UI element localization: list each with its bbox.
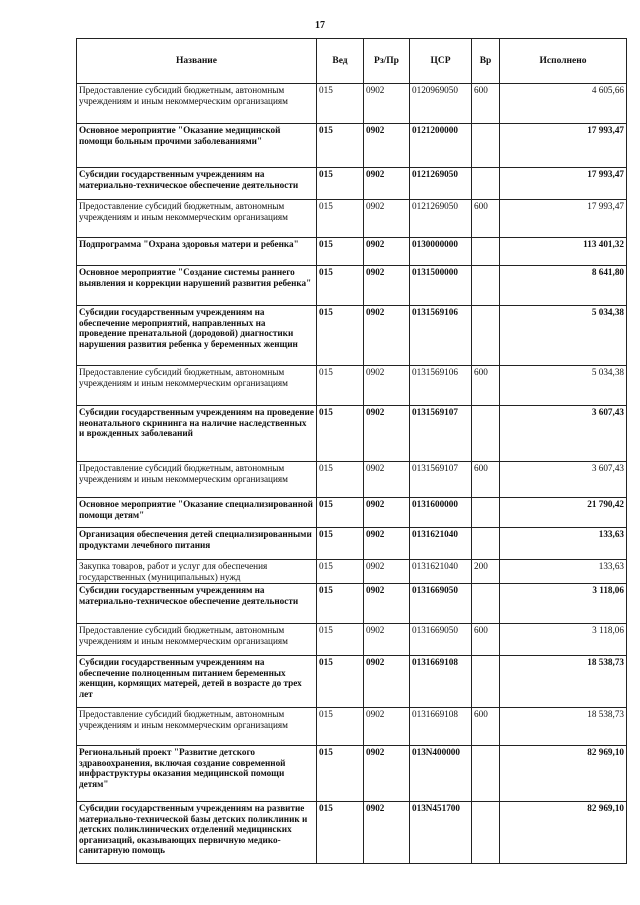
- row-name-cell: Предоставление субсидий бюджетным, автономным учреждениям и иным некоммерческим организациям: [77, 462, 317, 498]
- row-rzpr-cell: 0902: [364, 528, 410, 560]
- column-header-vr: Вр: [472, 39, 500, 84]
- table-row: [77, 498, 627, 528]
- row-vr-cell: [472, 498, 500, 528]
- row-vr-cell: [472, 746, 500, 802]
- row-amount-cell: 17 993,47: [500, 168, 627, 200]
- row-vr-cell: 200: [472, 560, 500, 584]
- row-ved-cell: 015: [317, 746, 364, 802]
- row-csr-cell: 0131621040: [410, 528, 472, 560]
- row-csr-cell: 0120969050: [410, 84, 472, 124]
- row-name-cell: Субсидии государственным учреждениям на материально-техническое обеспечение деятельности: [77, 584, 317, 624]
- row-csr-cell: 0131569107: [410, 406, 472, 462]
- row-csr-cell: 0131500000: [410, 266, 472, 306]
- row-ved-cell: 015: [317, 708, 364, 746]
- row-rzpr-cell: 0902: [364, 584, 410, 624]
- row-amount-cell: 17 993,47: [500, 200, 627, 238]
- table-row: [77, 584, 627, 624]
- row-rzpr-cell: 0902: [364, 462, 410, 498]
- table-row: [77, 656, 627, 708]
- row-ved-cell: 015: [317, 200, 364, 238]
- row-vr-cell: [472, 584, 500, 624]
- row-vr-cell: 600: [472, 366, 500, 406]
- table-row: [77, 802, 627, 864]
- table-row: [77, 528, 627, 560]
- row-vr-cell: [472, 306, 500, 366]
- row-ved-cell: 015: [317, 124, 364, 168]
- table-row: [77, 168, 627, 200]
- row-rzpr-cell: 0902: [364, 84, 410, 124]
- row-csr-cell: 0131621040: [410, 560, 472, 584]
- column-header-name: Название: [77, 39, 317, 84]
- row-rzpr-cell: 0902: [364, 168, 410, 200]
- row-vr-cell: 600: [472, 462, 500, 498]
- row-vr-cell: 600: [472, 624, 500, 656]
- row-csr-cell: 0131569106: [410, 366, 472, 406]
- row-rzpr-cell: 0902: [364, 708, 410, 746]
- row-rzpr-cell: 0902: [364, 306, 410, 366]
- table-row: [77, 406, 627, 462]
- table-row: [77, 266, 627, 306]
- row-csr-cell: 0121269050: [410, 200, 472, 238]
- row-ved-cell: 015: [317, 560, 364, 584]
- table-row: [77, 366, 627, 406]
- row-ved-cell: 015: [317, 498, 364, 528]
- row-rzpr-cell: 0902: [364, 802, 410, 864]
- row-name-cell: Субсидии государственным учреждениям на обеспечение полноценным питанием беременных женщин, кормящих матерей, детей в возрасте до трех лет: [77, 656, 317, 708]
- table-header-row: [77, 39, 627, 84]
- row-name-cell: Предоставление субсидий бюджетным, автономным учреждениям и иным некоммерческим организациям: [77, 200, 317, 238]
- row-amount-cell: 3 607,43: [500, 462, 627, 498]
- row-name-cell: Субсидии государственным учреждениям на обеспечение мероприятий, направленных на проведение пренатальной (дородовой) диагностики нарушения развития ребенка у беременных женщин: [77, 306, 317, 366]
- row-csr-cell: 013N400000: [410, 746, 472, 802]
- row-rzpr-cell: 0902: [364, 124, 410, 168]
- row-vr-cell: [472, 238, 500, 266]
- row-vr-cell: [472, 528, 500, 560]
- row-csr-cell: 0121269050: [410, 168, 472, 200]
- row-csr-cell: 0131600000: [410, 498, 472, 528]
- row-amount-cell: 4 605,66: [500, 84, 627, 124]
- row-amount-cell: 113 401,32: [500, 238, 627, 266]
- row-ved-cell: 015: [317, 366, 364, 406]
- row-name-cell: Региональный проект "Развитие детского здравоохранения, включая создание современной инфраструктуры оказания медицинской помощи детям": [77, 746, 317, 802]
- table-row: [77, 306, 627, 366]
- table-body: [77, 84, 627, 864]
- row-csr-cell: 0131569106: [410, 306, 472, 366]
- budget-table: [76, 38, 627, 864]
- row-name-cell: Закупка товаров, работ и услуг для обеспечения государственных (муниципальных) нужд: [77, 560, 317, 584]
- row-vr-cell: [472, 802, 500, 864]
- row-rzpr-cell: 0902: [364, 266, 410, 306]
- column-header-amount: Исполнено: [500, 39, 627, 84]
- row-ved-cell: 015: [317, 406, 364, 462]
- row-vr-cell: [472, 168, 500, 200]
- table-row: [77, 124, 627, 168]
- row-csr-cell: 0131669108: [410, 656, 472, 708]
- row-amount-cell: 5 034,38: [500, 366, 627, 406]
- table-row: [77, 462, 627, 498]
- row-amount-cell: 17 993,47: [500, 124, 627, 168]
- table-row: [77, 746, 627, 802]
- column-header-csr: ЦСР: [410, 39, 472, 84]
- row-vr-cell: 600: [472, 708, 500, 746]
- row-rzpr-cell: 0902: [364, 498, 410, 528]
- table-row: [77, 560, 627, 584]
- row-csr-cell: 0130000000: [410, 238, 472, 266]
- row-ved-cell: 015: [317, 266, 364, 306]
- row-amount-cell: 18 538,73: [500, 656, 627, 708]
- row-name-cell: Основное мероприятие "Оказание медицинской помощи больным прочими заболеваниями": [77, 124, 317, 168]
- row-amount-cell: 8 641,80: [500, 266, 627, 306]
- row-ved-cell: 015: [317, 462, 364, 498]
- row-rzpr-cell: 0902: [364, 406, 410, 462]
- row-vr-cell: [472, 124, 500, 168]
- row-ved-cell: 015: [317, 306, 364, 366]
- row-ved-cell: 015: [317, 656, 364, 708]
- row-name-cell: Подпрограмма "Охрана здоровья матери и ребенка": [77, 238, 317, 266]
- row-name-cell: Субсидии государственным учреждениям на материально-техническое обеспечение деятельности: [77, 168, 317, 200]
- row-amount-cell: 21 790,42: [500, 498, 627, 528]
- row-amount-cell: 3 118,06: [500, 584, 627, 624]
- table-row: [77, 238, 627, 266]
- row-name-cell: Основное мероприятие "Оказание специализированной помощи детям": [77, 498, 317, 528]
- row-ved-cell: 015: [317, 802, 364, 864]
- table-row: [77, 84, 627, 124]
- table-row: [77, 708, 627, 746]
- row-csr-cell: 0131669050: [410, 624, 472, 656]
- row-amount-cell: 133,63: [500, 560, 627, 584]
- row-csr-cell: 0131569107: [410, 462, 472, 498]
- row-csr-cell: 0131669050: [410, 584, 472, 624]
- row-name-cell: Предоставление субсидий бюджетным, автономным учреждениям и иным некоммерческим организациям: [77, 624, 317, 656]
- row-ved-cell: 015: [317, 238, 364, 266]
- row-amount-cell: 133,63: [500, 528, 627, 560]
- row-rzpr-cell: 0902: [364, 656, 410, 708]
- row-amount-cell: 3 607,43: [500, 406, 627, 462]
- row-ved-cell: 015: [317, 84, 364, 124]
- row-name-cell: Субсидии государственным учреждениям на проведение неонатального скрининга на наличие наследственных и врожденных заболеваний: [77, 406, 317, 462]
- row-rzpr-cell: 0902: [364, 560, 410, 584]
- row-vr-cell: [472, 656, 500, 708]
- row-name-cell: Предоставление субсидий бюджетным, автономным учреждениям и иным некоммерческим организациям: [77, 84, 317, 124]
- row-amount-cell: 82 969,10: [500, 802, 627, 864]
- row-vr-cell: 600: [472, 84, 500, 124]
- table-row: [77, 624, 627, 656]
- column-header-ved: Вед: [317, 39, 364, 84]
- row-csr-cell: 013N451700: [410, 802, 472, 864]
- row-rzpr-cell: 0902: [364, 200, 410, 238]
- row-rzpr-cell: 0902: [364, 366, 410, 406]
- row-ved-cell: 015: [317, 528, 364, 560]
- row-rzpr-cell: 0902: [364, 238, 410, 266]
- row-ved-cell: 015: [317, 584, 364, 624]
- row-ved-cell: 015: [317, 168, 364, 200]
- row-amount-cell: 82 969,10: [500, 746, 627, 802]
- row-name-cell: Предоставление субсидий бюджетным, автономным учреждениям и иным некоммерческим организациям: [77, 366, 317, 406]
- row-name-cell: Предоставление субсидий бюджетным, автономным учреждениям и иным некоммерческим организациям: [77, 708, 317, 746]
- row-rzpr-cell: 0902: [364, 624, 410, 656]
- row-ved-cell: 015: [317, 624, 364, 656]
- page-number: 17: [315, 20, 325, 31]
- row-name-cell: Основное мероприятие "Создание системы раннего выявления и коррекции нарушений развития ребенка": [77, 266, 317, 306]
- row-amount-cell: 3 118,06: [500, 624, 627, 656]
- row-name-cell: Субсидии государственным учреждениям на развитие материально-технической базы детских поликлиник и детских поликлинических отделений медицинских организаций, оказывающих первичную медико-санитарную помощь: [77, 802, 317, 864]
- row-vr-cell: [472, 266, 500, 306]
- row-csr-cell: 0121200000: [410, 124, 472, 168]
- row-amount-cell: 5 034,38: [500, 306, 627, 366]
- row-rzpr-cell: 0902: [364, 746, 410, 802]
- row-vr-cell: 600: [472, 200, 500, 238]
- column-header-rzpr: Рз/Пр: [364, 39, 410, 84]
- table-row: [77, 200, 627, 238]
- row-csr-cell: 0131669108: [410, 708, 472, 746]
- row-name-cell: Организация обеспечения детей специализированными продуктами лечебного питания: [77, 528, 317, 560]
- row-amount-cell: 18 538,73: [500, 708, 627, 746]
- row-vr-cell: [472, 406, 500, 462]
